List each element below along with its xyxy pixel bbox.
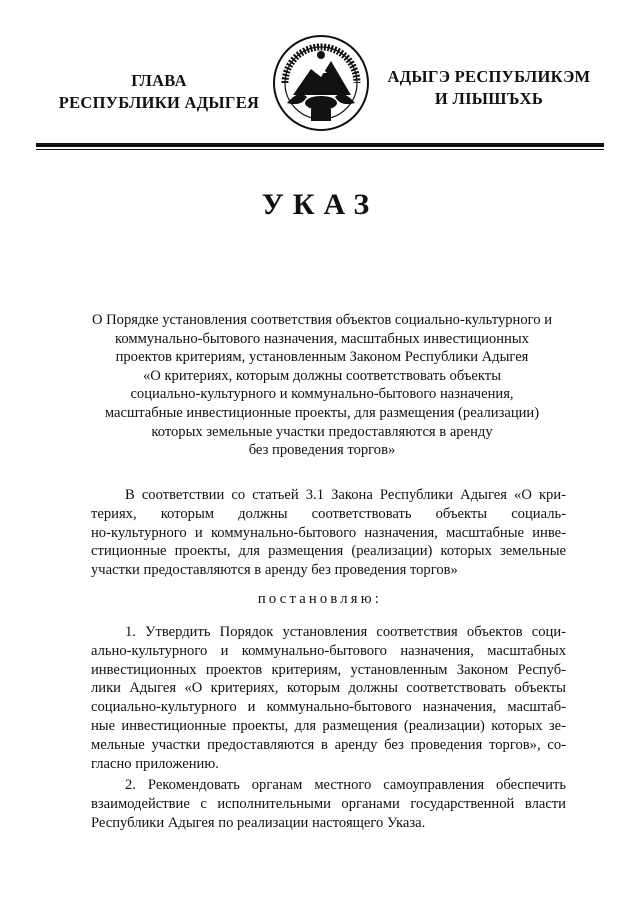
paragraph-line: взаимодействие с исполнительными органами государственной власти	[91, 795, 566, 812]
header-left	[40, 70, 278, 114]
header-left-line2: РЕСПУБЛИКИ АДЫГЕЯ	[58, 93, 260, 112]
decree-subject	[70, 311, 574, 460]
subject-line: социально-культурного и коммунально-бытового назначения,	[130, 386, 514, 403]
decree-title: УКАЗ	[261, 188, 379, 221]
paragraph-line: 1. Утвердить Порядок установления соответствия объектов соци-	[125, 624, 566, 640]
subject-line: проектов критериям, установленным Законом Республики Адыгея	[115, 349, 529, 366]
header-divider-thin	[36, 149, 604, 150]
paragraph-line: стиционные проекты, для размещения (реализации) которых земельные	[91, 543, 566, 560]
paragraph-line: мельные участки предоставляются в аренду без проведения торгов», со-	[91, 736, 566, 753]
paragraph-line: ные инвестиционные проекты, для размещения (реализации) которых зе-	[91, 717, 566, 734]
subject-line: О Порядке установления соответствия объектов социально-культурного и	[91, 312, 553, 328]
paragraph-line: В соответствии со статьей 3.1 Закона Республики Адыгея «О кри-	[125, 487, 566, 503]
paragraph-line: териях, которым должны соответствовать объекты социаль-	[91, 505, 566, 522]
subject-line: «О критериях, которым должны соответствовать объекты	[142, 367, 501, 384]
header-right-line2: И ЛІЫШЪХЬ	[434, 89, 544, 108]
subject-line: коммунально-бытового назначения, масштабных инвестиционных	[115, 330, 529, 347]
header-right-line1: АДЫГЭ РЕСПУБЛИКЭМ	[387, 67, 591, 86]
coat-of-arms-emblem	[271, 33, 371, 133]
item-1-paragraph	[91, 623, 566, 773]
header-left-line1: ГЛАВА	[131, 71, 187, 90]
subject-line: без проведения торгов»	[248, 442, 396, 459]
paragraph-line: инвестиционных проектов критериям, установленным Законом Респуб-	[91, 661, 566, 678]
header-right	[374, 66, 604, 110]
paragraph-line: но-культурного и коммунально-бытового назначения, масштабные инве-	[91, 524, 566, 541]
resolve-clause: постановляю:	[257, 591, 383, 607]
paragraph-line: лики Адыгея «О критериях, которым должны соответствовать объекты	[91, 680, 566, 697]
subject-line: масштабные инвестиционные проекты, для размещения (реализации)	[104, 404, 540, 421]
preamble-paragraph	[91, 486, 566, 580]
paragraph-line: гласно приложению.	[91, 755, 219, 772]
paragraph-line: ально-культурного и коммунально-бытового назначения, масштабных	[91, 642, 566, 659]
subject-line: которых земельные участки предоставляются в аренду	[151, 423, 493, 440]
paragraph-line: Республики Адыгея по реализации настоящего Указа.	[91, 814, 426, 831]
paragraph-line: 2. Рекомендовать органам местного самоуправления обеспечить	[125, 777, 566, 793]
item-2-paragraph	[91, 776, 566, 832]
paragraph-line: социально-культурного и коммунально-бытового назначения, масштаб-	[91, 699, 566, 716]
paragraph-line: участки предоставляются в аренду без проведения торгов»	[91, 562, 458, 579]
header-divider-thick	[36, 143, 604, 147]
